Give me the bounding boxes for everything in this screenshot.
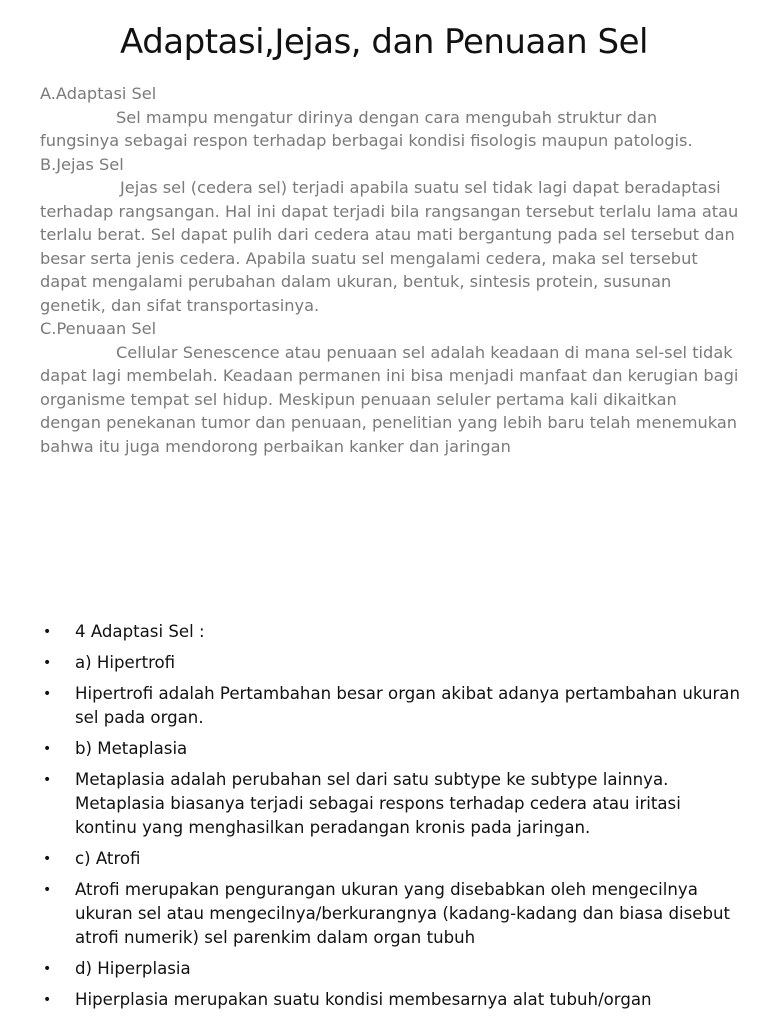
- bullet-icon: •: [43, 992, 52, 1008]
- list-item: [40, 768, 740, 840]
- bullet-icon: •: [43, 882, 52, 898]
- list-item-text: a) Hipertrofi: [75, 653, 176, 672]
- list-item-text: 4 Adaptasi Sel :: [75, 622, 205, 641]
- list-item: [40, 847, 740, 871]
- list-item: [40, 682, 740, 730]
- list-item: [40, 957, 740, 981]
- list-item: [40, 620, 740, 644]
- list-item: [40, 651, 740, 675]
- section-penuaan: [40, 317, 740, 458]
- section-heading: B.Jejas Sel: [40, 154, 124, 174]
- section-body-text: Cellular Senescence atau penuaan sel adalah keadaan di mana sel-sel tidak dapat lagi membelah. Keadaan permanen ini bisa menjadi manfaat dan kerugian bagi organisme tempat sel hidup. Meskipun penuaan seluler pertama kali dikaitkan dengan penekanan tumor dan penuaan, penelitian yang lebih baru telah menemukan bahwa itu juga mendorong perbaikan kanker dan jaringan: [40, 342, 739, 456]
- bullet-icon: •: [43, 655, 52, 671]
- list-item: [40, 737, 740, 761]
- bullet-icon: •: [43, 961, 52, 977]
- section-jejas: [40, 153, 740, 318]
- bullet-icon: •: [43, 772, 52, 788]
- list-item-text: Metaplasia adalah perubahan sel dari satu subtype ke subtype lainnya. Metaplasia biasanya terjadi sebagai respons terhadap cedera atau iritasi kontinu yang menghasilkan peradangan kronis pada jaringan.: [75, 770, 681, 837]
- section-heading: A.Adaptasi Sel: [40, 84, 157, 103]
- section-body-text: Jejas sel (cedera sel) terjadi apabila suatu sel tidak lagi dapat beradaptasi terhadap rangsangan. Hal ini dapat terjadi bila rangsangan tersebut terlalu lama atau terlalu berat. Sel dapat pulih dari cedera atau mati bergantung pada sel tersebut dan besar serta jenis cedera. Apabila suatu sel mengalami cedera, maka sel tersebut dapat mengalami perubahan dalam ukuran, bentuk, sintesis protein, susunan genetik, dan sifat transportasinya.: [40, 178, 739, 315]
- section-body: [40, 106, 740, 153]
- list-item: [40, 878, 740, 950]
- list-item-text: Hipertrofi adalah Pertambahan besar organ akibat adanya pertambahan ukuran sel pada organ.: [75, 684, 740, 727]
- list-item-text: c) Atrofi: [75, 849, 141, 868]
- bullet-icon: •: [43, 741, 52, 757]
- bullet-list: [40, 620, 740, 1019]
- list-item: [40, 988, 740, 1012]
- intro-sections: [40, 82, 740, 458]
- list-item-text: d) Hiperplasia: [75, 959, 191, 978]
- section-body: [40, 341, 740, 459]
- section-body: [40, 176, 740, 317]
- section-adaptasi: [40, 82, 740, 153]
- bullet-icon: •: [43, 686, 52, 702]
- list-item-text: Atrofi merupakan pengurangan ukuran yang disebabkan oleh mengecilnya ukuran sel atau mengecilnya/berkurangnya (kadang-kadang dan biasa disebut atrofi numerik) sel parenkim dalam organ tubuh: [75, 880, 731, 947]
- page-title: Adaptasi,Jejas, dan Penuaan Sel: [120, 22, 648, 62]
- bullet-icon: •: [43, 624, 52, 640]
- list-item-text: Hiperplasia merupakan suatu kondisi membesarnya alat tubuh/organ: [75, 990, 652, 1009]
- section-body-text: Sel mampu mengatur dirinya dengan cara mengubah struktur dan fungsinya sebagai respon terhadap berbagai kondisi fisologis maupun patologis.: [40, 107, 693, 150]
- list-item-text: b) Metaplasia: [75, 739, 188, 758]
- section-heading: C.Penuaan Sel: [40, 319, 157, 338]
- bullet-icon: •: [43, 851, 52, 867]
